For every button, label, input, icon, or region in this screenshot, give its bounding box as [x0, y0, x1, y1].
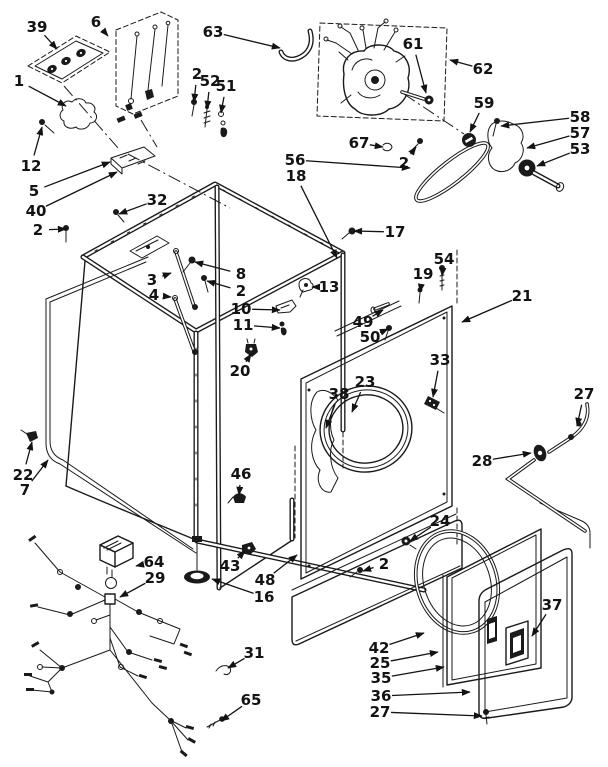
screw — [113, 209, 119, 215]
leader-58 — [501, 118, 569, 126]
leader-62 — [450, 60, 472, 66]
callout-22: 22 — [12, 466, 34, 484]
console-panel — [28, 36, 110, 83]
callout-56: 56 — [284, 151, 306, 169]
callout-27a: 27 — [573, 385, 595, 403]
callout-2b: 2 — [398, 154, 410, 172]
wire-bracket — [116, 12, 178, 123]
callout-3: 3 — [146, 271, 158, 289]
leader-20 — [246, 354, 251, 362]
callout-23: 23 — [354, 373, 376, 391]
leader-33 — [433, 371, 438, 397]
callout-53: 53 — [569, 140, 591, 158]
leader-51 — [221, 97, 224, 113]
wiring-harness — [24, 535, 196, 757]
leader-7 — [32, 460, 48, 481]
callout-40: 40 — [25, 202, 47, 220]
callout-19: 19 — [412, 265, 434, 283]
leader-57 — [527, 136, 569, 148]
callout-25: 25 — [369, 654, 391, 672]
leader-2e — [363, 567, 374, 571]
inner-door-panel — [443, 529, 541, 687]
callout-51: 51 — [215, 77, 237, 95]
callout-2a: 2 — [191, 65, 203, 83]
callout-54: 54 — [433, 250, 455, 268]
callout-12: 12 — [20, 157, 42, 175]
leader-53 — [537, 153, 570, 166]
callout-29: 29 — [144, 569, 166, 587]
callout-20: 20 — [229, 362, 251, 380]
callout-64: 64 — [143, 553, 165, 571]
leader-31 — [228, 658, 244, 668]
callout-7: 7 — [19, 481, 31, 499]
channel-bracket — [111, 147, 155, 174]
callout-11: 11 — [232, 316, 254, 334]
push-switch — [100, 536, 133, 604]
leader-61 — [416, 55, 426, 93]
idler-screw — [494, 118, 500, 124]
leader-2c — [49, 229, 66, 230]
cabinet-shell — [66, 184, 457, 590]
callout-27b: 27 — [369, 703, 391, 721]
callout-layer — [13, 13, 595, 721]
leader-12 — [34, 127, 42, 155]
wire-loom — [60, 99, 96, 129]
callout-43: 43 — [219, 557, 241, 575]
callout-62: 62 — [472, 60, 494, 78]
hose — [281, 31, 311, 59]
callout-42: 42 — [368, 639, 390, 657]
leader-32 — [119, 204, 147, 214]
leader-8 — [195, 262, 230, 271]
leader-65 — [221, 706, 242, 721]
callout-17: 17 — [384, 223, 406, 241]
callout-67: 67 — [348, 134, 370, 152]
leader-25 — [391, 652, 438, 661]
door-handle — [506, 621, 528, 665]
callout-6: 6 — [90, 13, 102, 31]
leader-54 — [442, 270, 443, 276]
leader-1 — [29, 86, 66, 106]
clip — [383, 143, 392, 150]
callout-38: 38 — [328, 385, 350, 403]
leader-63 — [224, 35, 280, 48]
callout-52: 52 — [199, 72, 221, 90]
callout-16: 16 — [253, 588, 275, 606]
leader-50 — [380, 329, 388, 333]
callout-58: 58 — [569, 108, 591, 126]
callout-50: 50 — [359, 328, 381, 346]
leader-37 — [532, 614, 546, 636]
callout-59: 59 — [473, 94, 495, 112]
leader-22 — [26, 442, 32, 464]
callout-49: 49 — [352, 313, 374, 331]
leader-18 — [301, 186, 337, 258]
callout-65: 65 — [240, 691, 262, 709]
callout-21: 21 — [511, 287, 533, 305]
callout-1: 1 — [13, 72, 25, 90]
callout-28: 28 — [471, 452, 493, 470]
outer-door-panel — [479, 549, 572, 719]
leader-40 — [46, 172, 117, 206]
callout-57: 57 — [569, 124, 591, 142]
callout-48: 48 — [254, 571, 276, 589]
callout-5: 5 — [28, 182, 40, 200]
leader-67 — [370, 145, 383, 147]
leader-3 — [162, 273, 171, 276]
callout-39: 39 — [26, 18, 48, 36]
leader-42 — [389, 633, 424, 645]
leader-35 — [392, 667, 444, 676]
screw — [483, 709, 489, 715]
callout-37: 37 — [541, 596, 563, 614]
screw — [189, 257, 196, 264]
drive-belt — [410, 136, 494, 209]
callout-35: 35 — [370, 669, 392, 687]
callout-2e: 2 — [378, 555, 390, 573]
motor-assembly — [317, 19, 447, 121]
callout-24: 24 — [429, 512, 451, 530]
leader-39 — [44, 35, 57, 49]
idler-assembly — [462, 118, 565, 193]
leader-59 — [470, 113, 479, 132]
wing-nut — [245, 344, 258, 357]
screw — [63, 225, 69, 231]
callout-13: 13 — [318, 278, 340, 296]
callout-36: 36 — [370, 687, 392, 705]
leader-6 — [103, 30, 108, 36]
leader-27b — [391, 712, 482, 716]
leader-4 — [165, 296, 171, 297]
callout-18: 18 — [285, 167, 307, 185]
leader-56 — [306, 161, 410, 168]
callout-8: 8 — [235, 265, 247, 283]
harness-junction — [105, 594, 115, 604]
callout-32: 32 — [146, 191, 168, 209]
callout-61: 61 — [402, 35, 424, 53]
leader-11 — [254, 326, 280, 328]
callout-2d: 2 — [235, 282, 247, 300]
leader-36 — [392, 692, 470, 696]
callout-4: 4 — [148, 286, 160, 304]
screw — [39, 119, 45, 125]
callout-31: 31 — [243, 644, 265, 662]
drum-bracket — [424, 396, 440, 410]
clip — [26, 431, 38, 442]
screw — [201, 275, 207, 281]
callout-2c: 2 — [32, 221, 44, 239]
screw — [357, 567, 363, 573]
hinge-part — [299, 279, 313, 297]
screw — [417, 138, 423, 144]
hook-wire — [216, 666, 231, 675]
centerlines — [64, 86, 464, 208]
hinge-rod — [508, 404, 588, 531]
callout-10: 10 — [230, 300, 252, 318]
leader-5 — [44, 162, 110, 187]
callout-63: 63 — [202, 23, 224, 41]
leader-21 — [462, 300, 512, 322]
callout-46: 46 — [230, 465, 252, 483]
leader-10 — [252, 309, 280, 310]
leader-17 — [354, 231, 384, 232]
callout-33: 33 — [429, 351, 451, 369]
leader-29 — [120, 583, 145, 597]
leader-23 — [352, 392, 361, 412]
leader-64 — [136, 564, 143, 566]
screw — [280, 322, 285, 327]
leader-28 — [493, 453, 531, 459]
